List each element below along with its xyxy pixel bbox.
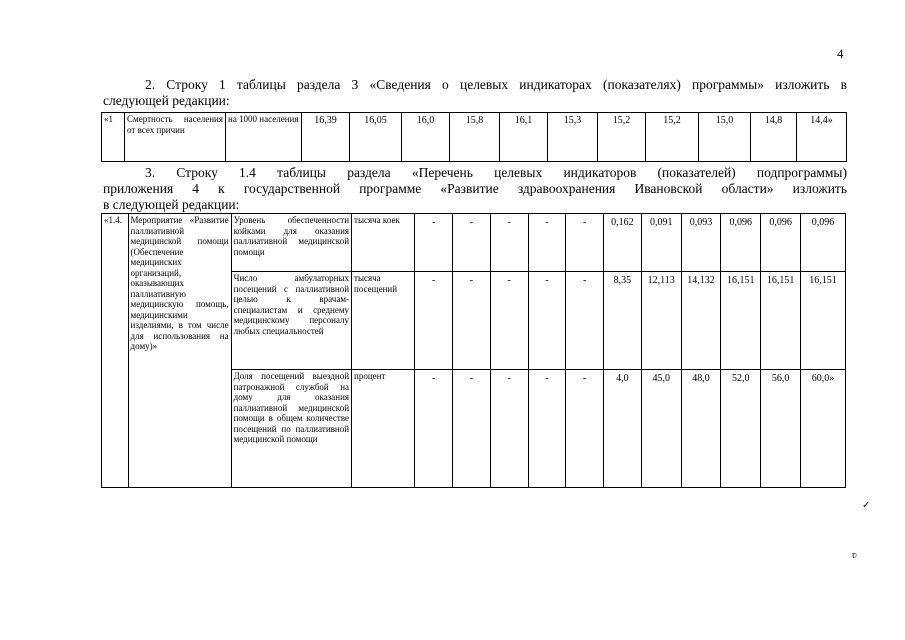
- value-cell: -: [415, 370, 453, 488]
- value-cell: 16,0: [402, 113, 450, 162]
- value-cell: 0,093: [681, 214, 721, 272]
- paragraph-3-line-1: 3. Строку 1.4 таблицы раздела «Перечень целевых индикаторов (показателей) подпрограммы): [145, 165, 847, 180]
- unit-cell: тысяча коек: [352, 214, 415, 272]
- indicator-table-1: [101, 112, 847, 162]
- value-cell: 16,151: [800, 272, 845, 370]
- value-cell: 16,39: [302, 113, 350, 162]
- indicator-name: Уровень обеспеченности койками для оказания паллиативной медицинской помощи: [231, 214, 351, 272]
- value-cell: 14,132: [681, 272, 721, 370]
- value-cell: 45,0: [641, 370, 681, 488]
- value-cell: 8,35: [604, 272, 642, 370]
- value-cell: 56,0: [761, 370, 801, 488]
- value-cell: 15,2: [646, 113, 699, 162]
- page-number: 4: [837, 46, 844, 61]
- indicator-name: Смертность населения от всех причин: [125, 113, 226, 162]
- value-cell: 52,0: [721, 370, 761, 488]
- value-cell: -: [490, 370, 528, 488]
- paragraph-3-line-2: приложения 4 к государственной программе «Развитие здравоохранения Ивановской области» изложить: [103, 181, 847, 196]
- value-cell: 0,096: [761, 214, 801, 272]
- paragraph-2: [103, 77, 847, 109]
- value-cell: 14,4»: [797, 113, 847, 162]
- value-cell: 48,0: [681, 370, 721, 488]
- indicator-name: Доля посещений выездной патронажной службой на дому для оказания паллиативной медицинской помощи в общем количестве посещений по паллиативной медицинской помощи: [231, 370, 351, 488]
- value-cell: -: [566, 370, 604, 488]
- value-cell: 15,0: [699, 113, 751, 162]
- scan-mark: ʋ: [852, 550, 857, 561]
- value-cell: 16,151: [721, 272, 761, 370]
- value-cell: 15,8: [450, 113, 500, 162]
- table-row: [102, 113, 847, 162]
- row-number: «1.4.: [102, 214, 129, 488]
- scan-mark: ✓: [862, 500, 871, 511]
- event-description: Мероприятие «Развитие паллиативной медицинской помощи (Обеспечение медицинских организаций, оказывающих паллиативную медицинскую помощь, медицинскими изделиями, в том числе для использования на дому)»: [128, 214, 231, 488]
- unit-cell: на 1000 населения: [226, 113, 302, 162]
- value-cell: -: [490, 272, 528, 370]
- paragraph-3-line-3: в следующей редакции:: [103, 197, 240, 212]
- value-cell: 14,8: [751, 113, 797, 162]
- value-cell: -: [566, 214, 604, 272]
- value-cell: -: [528, 214, 566, 272]
- value-cell: 12,113: [641, 272, 681, 370]
- paragraph-2-line-1: 2. Строку 1 таблицы раздела 3 «Сведения о целевых индикаторах (показателях) программы» изложить в: [145, 77, 847, 92]
- row-number: «1: [102, 113, 125, 162]
- value-cell: 60,0»: [800, 370, 845, 488]
- value-cell: -: [453, 214, 491, 272]
- table-row: [102, 214, 846, 272]
- paragraph-2-line-2: следующей редакции:: [103, 93, 230, 108]
- value-cell: 16,1: [500, 113, 548, 162]
- unit-cell: процент: [352, 370, 415, 488]
- value-cell: -: [490, 214, 528, 272]
- indicator-table-2: [101, 213, 846, 488]
- value-cell: 0,096: [800, 214, 845, 272]
- value-cell: 0,096: [721, 214, 761, 272]
- paragraph-3: [103, 165, 847, 213]
- value-cell: 0,091: [641, 214, 681, 272]
- value-cell: 4,0: [604, 370, 642, 488]
- value-cell: -: [528, 370, 566, 488]
- value-cell: -: [453, 272, 491, 370]
- unit-cell: тысяча посещений: [352, 272, 415, 370]
- value-cell: 16,151: [761, 272, 801, 370]
- value-cell: -: [415, 214, 453, 272]
- value-cell: 16,05: [350, 113, 402, 162]
- value-cell: 15,3: [548, 113, 598, 162]
- value-cell: 0,162: [604, 214, 642, 272]
- value-cell: -: [453, 370, 491, 488]
- value-cell: 15,2: [598, 113, 646, 162]
- value-cell: -: [566, 272, 604, 370]
- indicator-name: Число амбулаторных посещений с паллиативной целью к врачам-специалистам и среднему медицинскому персоналу любых специальностей: [231, 272, 351, 370]
- value-cell: -: [415, 272, 453, 370]
- value-cell: -: [528, 272, 566, 370]
